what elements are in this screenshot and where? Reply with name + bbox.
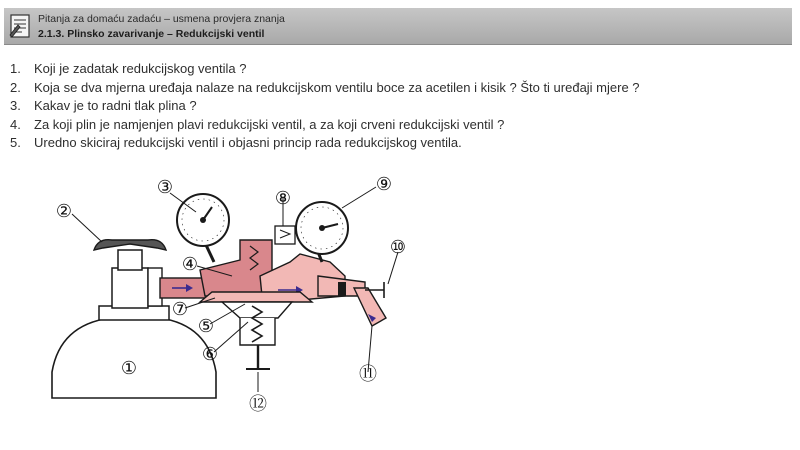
safety-valve bbox=[275, 226, 295, 244]
question-item: 2. Koja se dva mjerna uređaja nalaze na redukcijskom ventilu boce za acetilen i kisik ? Što ti uređaji mjere ? bbox=[10, 79, 640, 95]
hose-connector bbox=[354, 288, 386, 326]
callout-3: ③ bbox=[156, 177, 174, 198]
callout-7: ⑦ bbox=[171, 299, 189, 320]
question-item: 5. Uredno skiciraj redukcijski ventil i objasni princip rada redukcijskog ventila. bbox=[10, 135, 462, 150]
valve-stem bbox=[118, 250, 142, 270]
cylinder-valve-body bbox=[112, 268, 148, 308]
callout-12: ⑫ bbox=[249, 394, 267, 415]
valve-handwheel bbox=[94, 240, 166, 250]
shutoff-valve-seat bbox=[338, 282, 346, 296]
gauge-pivot bbox=[200, 217, 206, 223]
gauge-pivot bbox=[319, 225, 325, 231]
header-title: 2.1.3. Plinsko zavarivanje – Redukcijski ventil bbox=[38, 28, 265, 40]
callout-4: ④ bbox=[181, 254, 199, 275]
question-item: 3. Kakav je to radni tlak plina ? bbox=[10, 98, 197, 113]
high-pressure-gauge-stem bbox=[206, 245, 214, 262]
callout-10: ⑩ bbox=[389, 237, 407, 258]
callout-1: ① bbox=[120, 358, 138, 379]
header-subtitle: Pitanja za domaću zadaću – usmena provjera znanja bbox=[38, 13, 285, 25]
callout-6: ⑥ bbox=[201, 344, 219, 365]
callout-8: ⑧ bbox=[274, 188, 292, 209]
callout-5: ⑤ bbox=[197, 316, 215, 337]
callout-11: ⑪ bbox=[359, 364, 377, 385]
diaphragm bbox=[200, 292, 312, 302]
callout-9: ⑨ bbox=[375, 174, 393, 195]
question-item: 4. Za koji plin je namjenjen plavi redukcijski ventil, a za koji crveni redukcijski ventil ? bbox=[10, 116, 505, 132]
question-item: 1. Koji je zadatak redukcijskog ventila ? bbox=[10, 61, 247, 76]
callout-2: ② bbox=[55, 201, 73, 222]
